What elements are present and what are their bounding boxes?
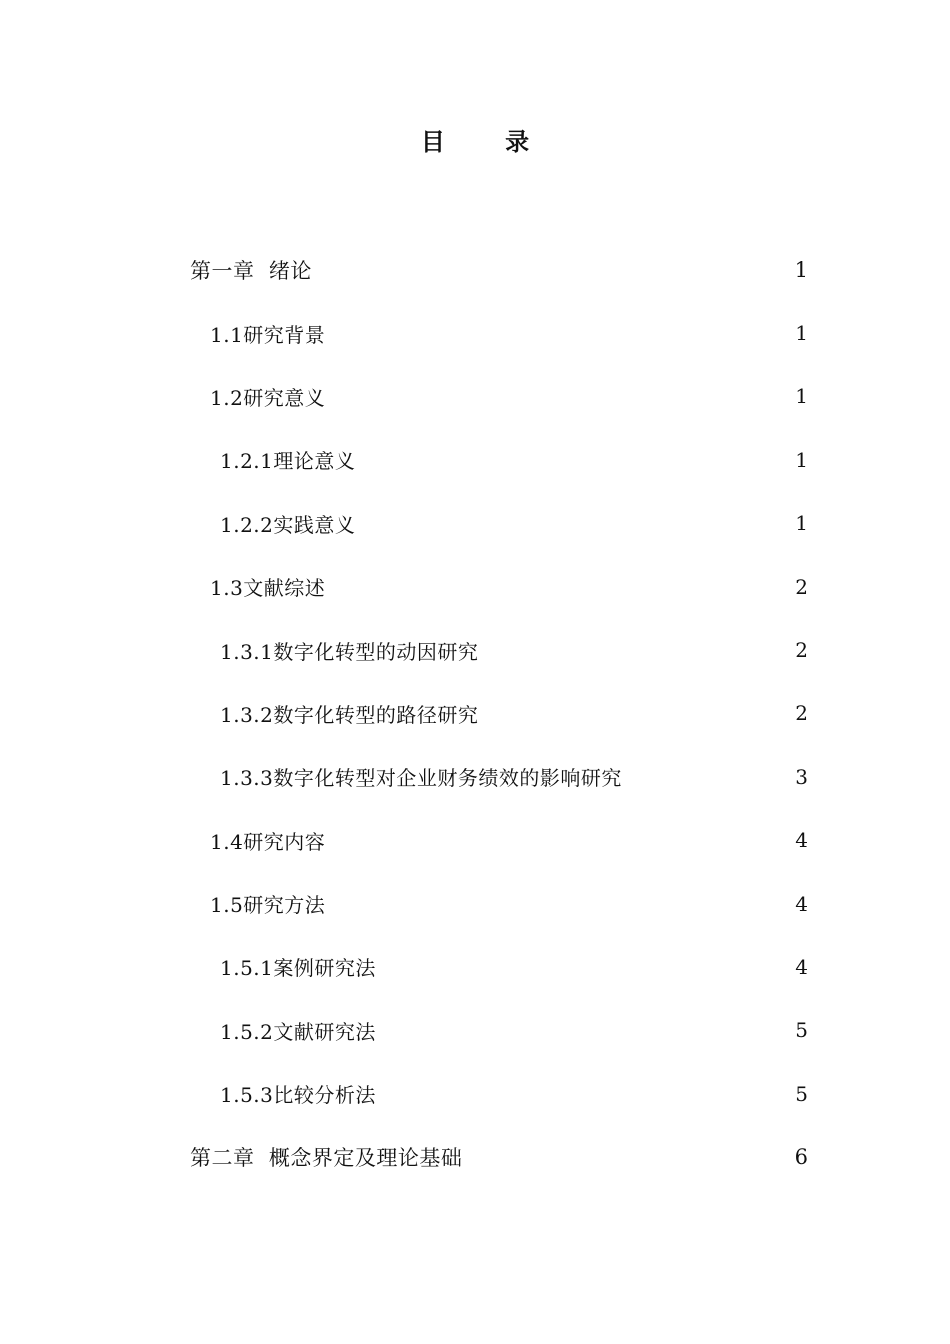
toc-entry-page: 4 [795,954,808,979]
toc-entry-label: 1.5.3比较分析法 [220,1083,376,1108]
toc-entry-label: 1.5.1案例研究法 [220,956,376,981]
toc-entry[interactable] [190,999,808,1062]
toc-entry[interactable] [190,872,808,935]
toc-entry-label: 1.3.1数字化转型的动因研究 [220,639,479,664]
toc-entry-label: 1.4研究内容 [210,829,326,854]
toc-entry-page: 6 [794,1145,808,1170]
toc-entry-page: 1 [795,447,808,472]
toc-entry[interactable] [190,1062,808,1125]
toc-entry-page: 5 [795,1018,808,1043]
toc-entry[interactable] [190,682,808,745]
toc-entry-page: 5 [795,1081,808,1106]
toc-entry[interactable] [190,238,808,301]
toc-entry[interactable] [190,618,808,681]
toc-entry[interactable] [190,301,808,364]
toc-entry-label: 1.2.2实践意义 [220,512,356,537]
toc-entry-page: 1 [794,257,808,282]
toc-entry-label: 1.3文献综述 [210,576,326,601]
toc-entry-label: 1.2研究意义 [210,385,326,410]
toc-entry[interactable] [190,555,808,618]
toc-title: 目 录 [420,128,556,156]
toc-entry[interactable] [190,428,808,491]
toc-entry[interactable] [190,745,808,808]
toc-entry-page: 2 [795,701,808,726]
toc-entry-label: 1.3.2数字化转型的路径研究 [220,702,479,727]
toc-entry[interactable] [190,809,808,872]
toc-entry-label: 1.5研究方法 [210,893,326,918]
toc-entry-page: 1 [795,321,808,346]
toc-entry-page: 2 [795,638,808,663]
toc-entry-label: 1.3.3数字化转型对企业财务绩效的影响研究 [220,766,622,791]
toc-entry[interactable] [190,492,808,555]
toc-entry[interactable] [190,935,808,998]
toc-entry-page: 2 [795,574,808,599]
toc-entry-label: 1.2.1理论意义 [220,449,356,474]
toc-entry-label: 1.1研究背景 [210,322,326,347]
toc-entry-page: 1 [795,511,808,536]
toc-list [190,238,808,1189]
toc-entry[interactable] [190,365,808,428]
toc-entry-label: 第二章 概念界定及理论基础 [190,1146,463,1171]
toc-entry-page: 3 [795,764,808,789]
toc-entry-page: 4 [795,891,808,916]
toc-entry-label: 第一章 绪论 [190,258,312,283]
toc-entry[interactable] [190,1125,808,1188]
toc-entry-page: 1 [795,384,808,409]
toc-entry-page: 4 [795,828,808,853]
toc-entry-label: 1.5.2文献研究法 [220,1019,376,1044]
